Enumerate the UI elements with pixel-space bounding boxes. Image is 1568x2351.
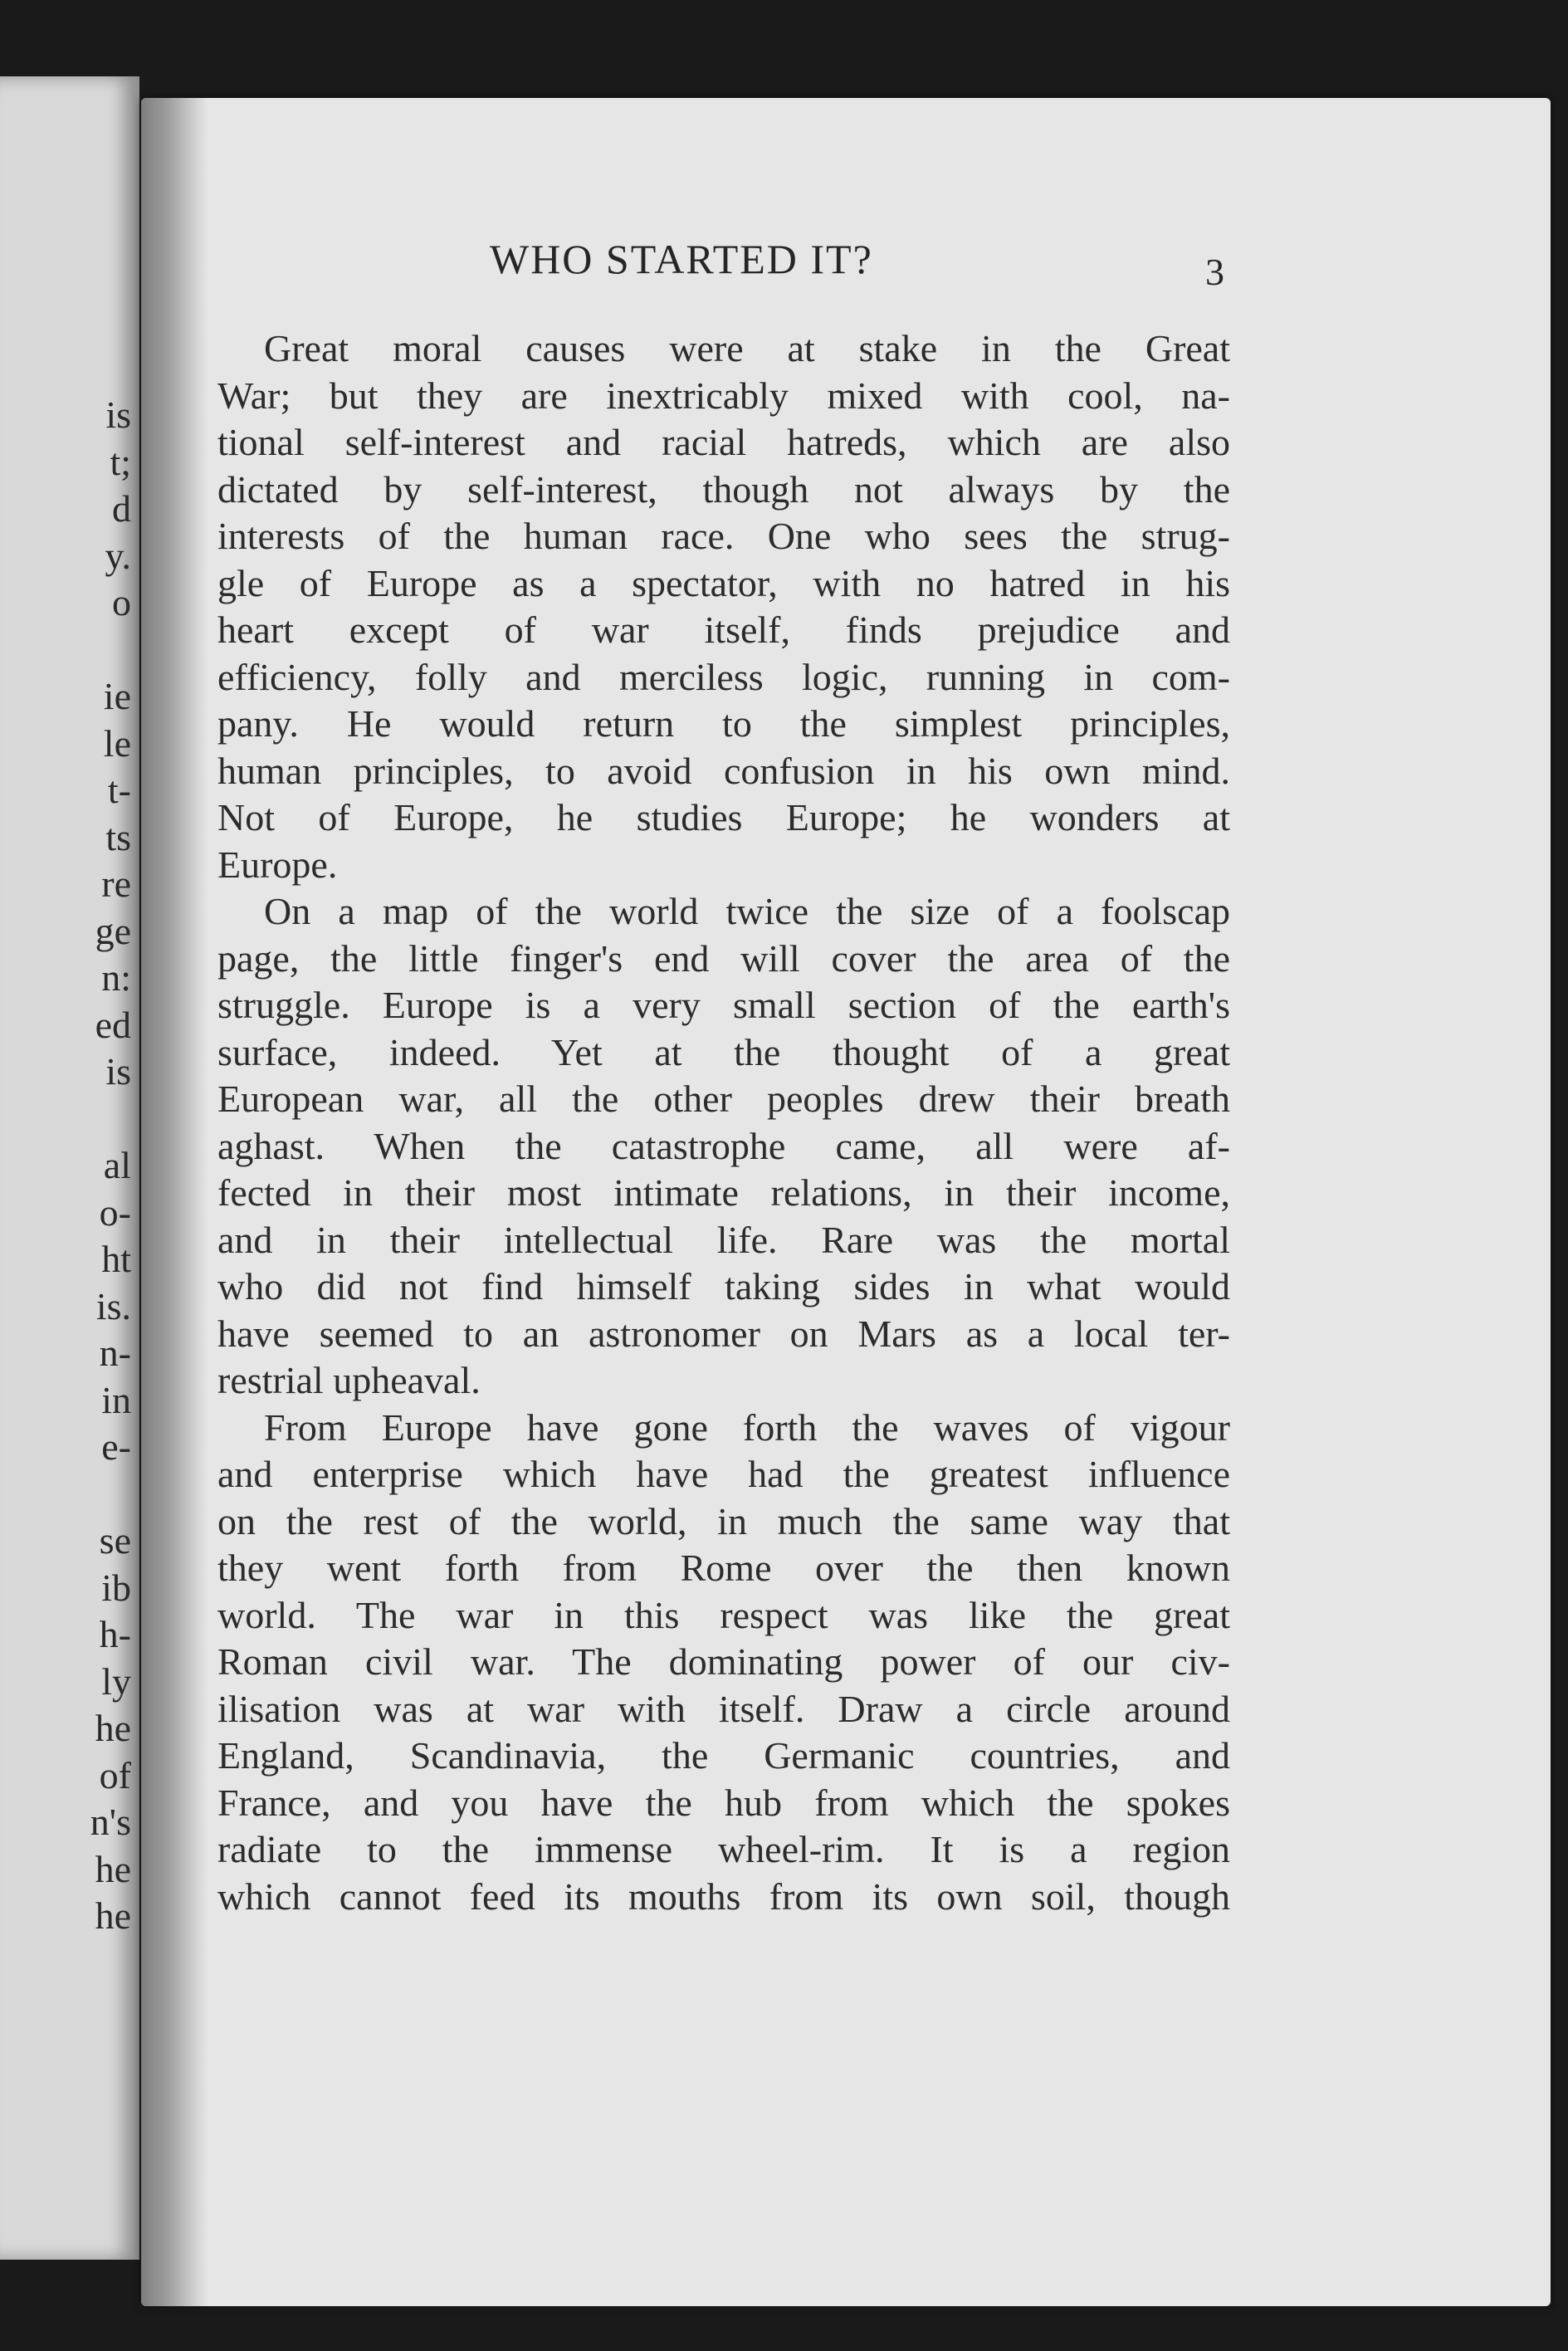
previous-page-edge [0, 76, 139, 2260]
previous-page-fragment: se [99, 1519, 131, 1562]
previous-page-fragment: is [105, 393, 131, 436]
previous-page-fragment: ed [95, 1003, 131, 1046]
previous-page-fragment: he [95, 1847, 131, 1890]
text-line: world. The war in this respect was like the great [217, 1593, 1230, 1636]
previous-page-fragment: y. [105, 534, 131, 577]
text-line: tional self-interest and racial hatreds, which are also [217, 421, 1230, 463]
running-head: WHO STARTED IT? [490, 236, 873, 282]
previous-page-fragment: n: [101, 956, 131, 999]
text-line: restrial upheaval. [217, 1359, 481, 1401]
text-line: efficiency, folly and merciless logic, running in com- [217, 655, 1230, 698]
text-line: dictated by self-interest, though not always by the [217, 467, 1230, 511]
text-line: ilisation was at war with itself. Draw a circle around [217, 1687, 1230, 1730]
previous-page-fragment: le [103, 721, 131, 765]
paragraph [217, 1405, 1230, 1921]
text-line: have seemed to an astronomer on Mars as a local ter- [217, 1312, 1230, 1355]
text-line: they went forth from Rome over the then known [217, 1547, 1230, 1589]
text-line: surface, indeed. Yet at the thought of a great [217, 1030, 1230, 1073]
previous-page-fragment: h- [99, 1613, 131, 1655]
previous-page-fragment: t- [107, 769, 131, 811]
text-line: which cannot feed its mouths from its own soil, though [217, 1874, 1230, 1918]
text-line: gle of Europe as a spectator, with no hatred in his [217, 561, 1230, 604]
text-line: on the rest of the world, in much the same way that [217, 1499, 1230, 1542]
text-line: European war, all the other peoples drew their breath [217, 1078, 1230, 1120]
previous-page-fragment [0, 1096, 139, 1143]
text-line: human principles, to avoid confusion in his own mind. [217, 749, 1230, 792]
text-line: On a map of the world twice the size of a foolscap [264, 890, 1230, 932]
previous-page-fragment: is [105, 1050, 131, 1092]
text-line: heart except of war itself, finds prejudice and [217, 609, 1230, 651]
page-number: 3 [1205, 251, 1224, 293]
previous-page-fragment: he [95, 1894, 131, 1937]
paragraph [217, 888, 1230, 1405]
body-text [217, 325, 1230, 1920]
text-line: War; but they are inextricably mixed with cool, na- [217, 374, 1230, 417]
text-line: Europe. [217, 843, 338, 886]
text-line: struggle. Europe is a very small section of the earth's [217, 984, 1230, 1026]
text-line: radiate to the immense wheel-rim. It is a region [217, 1828, 1230, 1870]
previous-page-fragment: ie [103, 675, 131, 717]
text-line: Great moral causes were at stake in the Great [264, 327, 1230, 369]
previous-page-fragment: ge [95, 909, 131, 952]
text-line: France, and you have the hub from which the spokes [217, 1781, 1230, 1824]
previous-page-fragment: of [99, 1753, 131, 1796]
book-page [141, 98, 1551, 2306]
text-line: Roman civil war. The dominating power of our civ- [217, 1640, 1230, 1683]
text-line: pany. He would return to the simplest principles, [217, 702, 1230, 745]
previous-page-fragment: e- [101, 1425, 131, 1468]
text-line: Not of Europe, he studies Europe; he wonders at [217, 796, 1230, 838]
previous-page-fragment: o [112, 581, 131, 623]
previous-page-fragment [0, 1471, 139, 1518]
previous-page-fragment: re [101, 863, 131, 905]
page-gutter-shadow [141, 98, 208, 2306]
text-line: fected in their most intimate relations, in their income, [217, 1171, 1230, 1214]
previous-page-fragment: t; [110, 440, 131, 483]
text-line: interests of the human race. One who sees the strug- [217, 515, 1230, 557]
previous-page-fragment: ht [101, 1238, 131, 1280]
previous-page-fragment: o- [99, 1190, 131, 1234]
text-line: England, Scandinavia, the Germanic countries, and [217, 1734, 1230, 1777]
previous-page-fragment: he [95, 1707, 131, 1749]
previous-page-fragment: al [103, 1144, 131, 1186]
previous-page-text-fragments [0, 392, 139, 1940]
previous-page-fragment: ly [101, 1659, 131, 1703]
previous-page-fragment: n- [99, 1332, 131, 1374]
previous-page-fragment: d [112, 487, 131, 530]
previous-page-fragment: in [101, 1378, 131, 1421]
previous-page-fragment: n's [90, 1801, 131, 1843]
previous-page-fragment: is. [95, 1284, 131, 1327]
text-line: aghast. When the catastrophe came, all were af- [217, 1124, 1230, 1167]
text-line: and in their intellectual life. Rare was the mortal [217, 1218, 1230, 1261]
paragraph [217, 325, 1230, 888]
text-line: who did not find himself taking sides in what would [217, 1265, 1230, 1307]
text-line: From Europe have gone forth the waves of vigour [264, 1405, 1230, 1449]
previous-page-fragment: ts [105, 815, 131, 858]
text-line: and enterprise which have had the greatest influence [217, 1453, 1230, 1495]
previous-page-fragment [0, 627, 139, 674]
previous-page-fragment: ib [101, 1566, 131, 1609]
text-line: page, the little finger's end will cover the area of the [217, 936, 1230, 980]
